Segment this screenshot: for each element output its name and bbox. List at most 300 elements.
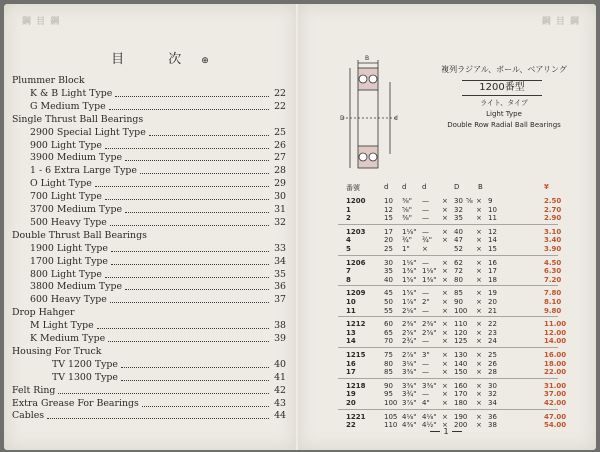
toc-entry [12, 87, 286, 100]
table-cell: 2⅝" [422, 328, 437, 337]
toc-leader-dots [47, 417, 269, 419]
table-cell: 70 [384, 337, 393, 346]
toc-entry-label: O Light Type [30, 178, 92, 190]
table-cell: × [442, 227, 448, 236]
table-cell: — [422, 359, 429, 368]
table-cell: 62 [454, 258, 463, 267]
table-cell: 17 [384, 227, 393, 236]
toc-leader-dots [105, 147, 269, 149]
table-cell: 19 [488, 289, 497, 298]
table-cell: — [422, 214, 429, 223]
diagram-label-D: D [340, 115, 345, 122]
table-cell: 1⅝" [402, 289, 417, 298]
table-cell: 52 [454, 245, 463, 253]
toc-entry [12, 345, 286, 358]
table-cell: 2" [422, 298, 430, 306]
table-cell: 18 [488, 275, 497, 284]
toc-leader-dots [125, 211, 269, 213]
group-divider [338, 255, 558, 256]
table-cell: × [442, 421, 448, 430]
col-header-D: D [454, 183, 460, 191]
part-number-cell: 1221 [346, 412, 366, 421]
toc-entry-label: 1700 Light Type [30, 255, 108, 267]
table-cell: 80 [454, 275, 463, 284]
table-cell: 3⅜" [402, 368, 417, 377]
toc-entry-label: G Medium Type [30, 100, 106, 112]
table-cell: 3⅛" [402, 359, 417, 368]
table-cell: × [476, 205, 482, 214]
table-cell: × [476, 421, 482, 430]
table-cell: × [442, 381, 448, 390]
part-number-cell: 11 [346, 306, 356, 315]
part-number-cell: 14 [346, 337, 356, 346]
toc-entry-label: K Medium Type [30, 333, 106, 344]
toc-entry [12, 371, 286, 384]
toc-entry [12, 203, 286, 216]
toc-title-text: 目 次 [111, 52, 202, 67]
table-cell: 25 [384, 245, 393, 253]
toc-entry-label: Plummer Block [12, 75, 85, 86]
table-cell: 160 [454, 381, 468, 390]
en-type-label: Light Type [486, 110, 522, 118]
part-number-cell: 5 [346, 245, 351, 253]
toc-entry-page: 43 [274, 397, 286, 409]
table-cell: × [476, 227, 482, 236]
table-cell: 2⅞" [402, 351, 417, 359]
toc-leader-dots [125, 288, 269, 290]
table-cell: — [422, 289, 429, 298]
toc-leader-dots [149, 134, 269, 136]
price-cell: 47.00 [544, 412, 567, 421]
toc-entry-page: 38 [274, 320, 286, 332]
price-cell: 37.00 [544, 390, 567, 399]
toc-entry [12, 139, 286, 152]
toc-entry [12, 332, 286, 345]
toc-entry-label: 3900 Medium Type [30, 152, 122, 164]
table-cell: 80 [384, 359, 393, 368]
toc-entry-page: 33 [274, 242, 286, 254]
table-cell: 10 [384, 197, 393, 205]
toc-leader-dots [121, 366, 269, 368]
table-cell: 12 [384, 205, 393, 214]
table-cell: 100 [454, 306, 468, 315]
price-cell: 3.90 [544, 245, 562, 253]
toc-leader-dots [95, 185, 269, 187]
table-cell: 32 [488, 390, 497, 399]
table-cell: × [442, 328, 448, 337]
table-cell: 28 [488, 368, 497, 377]
table-cell: 170 [454, 390, 468, 399]
table-cell: 20 [488, 298, 497, 306]
part-number-cell: 19 [346, 390, 356, 399]
toc-entry-page: 27 [274, 152, 286, 164]
table-cell: 1⅞" [402, 298, 417, 306]
price-cell: 54.00 [544, 421, 567, 430]
table-cell: — [422, 337, 429, 346]
toc-entry-page: 36 [274, 281, 286, 293]
table-cell: × [442, 205, 448, 214]
part-number-cell: 13 [346, 328, 356, 337]
right-page [298, 4, 596, 450]
table-cell: 110 [454, 320, 468, 329]
table-cell: × [476, 258, 482, 267]
toc-entry-label: 800 Light Type [30, 268, 102, 280]
toc-entry-label: 900 Light Type [30, 139, 102, 151]
table-cell: 12 [488, 227, 497, 236]
part-number-cell: 10 [346, 298, 356, 306]
price-cell: 14.00 [544, 337, 567, 346]
table-cell: × [476, 399, 482, 407]
toc-entry-label: K & B Light Type [30, 87, 113, 99]
table-cell: × [442, 390, 448, 399]
toc-entry [12, 100, 286, 113]
table-cell: ⅝" [402, 205, 413, 214]
toc-leader-dots [58, 392, 269, 394]
diagram-label-d: d [394, 115, 398, 122]
toc-entry [12, 164, 286, 177]
toc-entry-page: 35 [274, 268, 286, 280]
price-cell: 12.00 [544, 328, 567, 337]
table-cell: 105 [384, 412, 398, 421]
table-cell: 50 [384, 298, 393, 306]
price-cell: 2.90 [544, 214, 562, 223]
table-cell: — [422, 390, 429, 399]
table-cell: 4⅜" [402, 421, 417, 430]
toc-leader-dots [110, 224, 269, 226]
group-divider [338, 378, 558, 379]
toc-leader-dots [110, 301, 269, 303]
table-cell: 9 [488, 197, 493, 205]
table-cell: 40 [454, 227, 463, 236]
toc-leader-dots [125, 159, 269, 161]
table-cell: × [442, 368, 448, 377]
table-cell: 22 [488, 320, 497, 329]
table-cell: 95 [384, 390, 393, 399]
header-mark: 鋼 目 鋼 [22, 17, 61, 27]
toc-entry [12, 293, 286, 306]
table-cell: × [422, 245, 428, 253]
toc-entry [12, 126, 286, 139]
col-header-d-mm: d [384, 183, 389, 191]
part-number-cell: 1215 [346, 351, 366, 359]
toc-entry [12, 151, 286, 164]
table-cell: — [422, 368, 429, 377]
price-cell: 8.10 [544, 298, 562, 306]
toc-entry-page: 41 [274, 371, 286, 383]
price-cell: 2.70 [544, 205, 562, 214]
table-cell: × [476, 381, 482, 390]
toc-entry [12, 74, 286, 87]
page-number: 1 [426, 427, 466, 436]
table-cell: × [442, 306, 448, 315]
toc-leader-dots [108, 340, 269, 342]
table-cell: 4½" [422, 421, 437, 430]
toc-title-suffix: ⊕ [201, 56, 209, 66]
toc-entry [12, 190, 286, 203]
table-cell: 90 [384, 381, 393, 390]
table-cell: 4⅛" [402, 412, 417, 421]
toc-entry-page: 39 [274, 333, 286, 344]
toc-entry-label: 1900 Light Type [30, 242, 108, 254]
table-cell: 15 [384, 214, 393, 223]
table-cell: 1⅛" [402, 258, 417, 267]
part-number-cell: 1218 [346, 381, 366, 390]
group-divider [338, 224, 558, 225]
toc-entry [12, 358, 286, 371]
toc-entry [12, 255, 286, 268]
col-header-d-alt: d [422, 183, 427, 191]
table-cell: 3⅜" [422, 381, 437, 390]
table-cell: × [476, 245, 482, 253]
toc-leader-dots [121, 379, 269, 381]
table-cell: 45 [384, 289, 393, 298]
table-cell: 36 [488, 412, 497, 421]
toc-entry-label: 500 Heavy Type [30, 216, 107, 228]
toc-leader-dots [97, 327, 269, 329]
table-cell: 26 [488, 359, 497, 368]
table-cell: × [476, 368, 482, 377]
toc-entry [12, 280, 286, 293]
toc-entry [12, 177, 286, 190]
toc-entry-page: 42 [274, 384, 286, 396]
table-cell: × [476, 337, 482, 346]
toc-entry [12, 319, 286, 332]
table-cell: 90 [454, 298, 463, 306]
part-number-cell: 1 [346, 205, 351, 214]
table-cell: 34 [488, 399, 497, 407]
toc-entry-label: 1 - 6 Extra Large Type [30, 165, 137, 177]
table-cell: × [476, 359, 482, 368]
table-cell: 2⅛" [402, 306, 417, 315]
toc-entry-page: 22 [274, 100, 286, 112]
table-cell: × [442, 258, 448, 267]
table-cell: 30 [454, 197, 463, 205]
toc-entry-label: Felt Ring [12, 384, 56, 396]
diagram-label-b: B [365, 55, 370, 62]
toc-entry-page: 22 [274, 87, 286, 99]
toc-entry-page: 29 [274, 178, 286, 190]
table-cell: × [476, 236, 482, 245]
toc-leader-dots [111, 250, 269, 252]
toc-title [100, 48, 220, 67]
table-cell: 1⅜" [422, 275, 437, 284]
toc-entry-label: Double Thrust Ball Bearings [12, 229, 147, 241]
price-cell: 11.00 [544, 320, 567, 329]
price-cell: 3.10 [544, 227, 562, 236]
table-cell: 21 [488, 306, 497, 315]
table-cell: × [476, 289, 482, 298]
table-cell: 23 [488, 328, 497, 337]
table-cell: ⅜" [402, 214, 413, 223]
toc-entry-label: Drop Hahger [12, 307, 75, 319]
toc-entry-page: 25 [274, 126, 286, 138]
table-cell: 40 [384, 275, 393, 284]
table-cell: 35 [384, 267, 393, 276]
table-cell: 1" [402, 245, 410, 253]
part-number-cell: 4 [346, 236, 351, 245]
price-cell: 3.40 [544, 236, 562, 245]
table-cell: 15 [488, 245, 497, 253]
toc-entry-page: 44 [274, 410, 286, 422]
part-number-cell: 22 [346, 421, 356, 430]
table-cell: 60 [384, 320, 393, 329]
table-cell: 2⅝" [402, 328, 417, 337]
table-cell: — [422, 306, 429, 315]
group-divider [338, 347, 558, 348]
group-divider [338, 409, 558, 410]
table-cell: ⅝ [466, 197, 473, 205]
table-cell: × [442, 351, 448, 359]
part-number-cell: 1212 [346, 320, 366, 329]
price-cell: 9.80 [544, 306, 562, 315]
part-number-cell: 1206 [346, 258, 366, 267]
part-number-cell: 8 [346, 275, 351, 284]
toc-entry [12, 242, 286, 255]
price-cell: 4.50 [544, 258, 562, 267]
toc-entry-page: 32 [274, 216, 286, 228]
table-cell: 100 [384, 399, 398, 407]
table-cell: 4" [422, 399, 430, 407]
toc-entry-page: 31 [274, 204, 286, 215]
table-cell: × [442, 359, 448, 368]
part-number-cell: 2 [346, 214, 351, 223]
table-cell: 130 [454, 351, 468, 359]
toc-entry [12, 306, 286, 319]
table-cell: 85 [454, 289, 463, 298]
toc-entry [12, 384, 286, 397]
part-number-cell: 1209 [346, 289, 366, 298]
table-cell: × [442, 214, 448, 223]
table-cell: 150 [454, 368, 468, 377]
table-cell: 11 [488, 214, 497, 223]
toc-leader-dots [111, 263, 269, 265]
table-cell: 24 [488, 337, 497, 346]
group-divider [338, 285, 558, 286]
jp-type-label: ライト、タイプ [480, 99, 528, 107]
part-number-cell: 7 [346, 267, 351, 276]
table-cell: × [442, 197, 448, 205]
toc-entry-label: Extra Grease For Bearings [12, 397, 139, 409]
table-cell: × [442, 275, 448, 284]
header-mark-right: 鋼 目 鋼 [541, 17, 580, 27]
col-header-d-inch: d [402, 183, 407, 191]
table-cell: × [476, 267, 482, 276]
toc-entry-label: TV 1300 Type [52, 371, 118, 383]
table-cell: × [442, 399, 448, 407]
table-cell: × [442, 267, 448, 276]
price-cell: 6.30 [544, 267, 562, 276]
toc-entry [12, 268, 286, 281]
toc-entry-label: 700 Light Type [30, 191, 102, 203]
table-cell: 3¾" [402, 390, 417, 399]
toc-entry [12, 409, 286, 422]
table-cell: 140 [454, 359, 468, 368]
part-number-cell: 16 [346, 359, 356, 368]
table-cell: 10 [488, 205, 497, 214]
table-cell: 75 [384, 351, 393, 359]
table-cell: 1⅛" [402, 227, 417, 236]
toc-entry-page: 28 [274, 165, 286, 177]
table-cell: × [476, 351, 482, 359]
part-number-cell: 1200 [346, 197, 366, 205]
price-cell: 22.00 [544, 368, 567, 377]
toc-entry-page: 26 [274, 139, 286, 151]
model-series: 1200番型 [462, 80, 542, 96]
table-cell: × [442, 412, 448, 421]
table-cell: × [476, 214, 482, 223]
table-cell: — [422, 258, 429, 267]
part-number-cell: 17 [346, 368, 356, 377]
toc-entry [12, 229, 286, 242]
toc-entry-label: Housing For Truck [12, 345, 102, 357]
table-cell: 190 [454, 412, 468, 421]
table-cell: 120 [454, 328, 468, 337]
price-cell: 31.00 [544, 381, 567, 390]
toc-leader-dots [105, 276, 269, 278]
table-cell: — [422, 205, 429, 214]
table-cell: × [476, 197, 482, 205]
table-cell: 2¾" [402, 337, 417, 346]
table-cell: 30 [488, 381, 497, 390]
table-cell: 125 [454, 337, 468, 346]
table-cell: ¾" [422, 236, 433, 245]
table-cell: × [476, 412, 482, 421]
toc-entry [12, 216, 286, 229]
table-cell: 30 [384, 258, 393, 267]
table-cell: 3⅜" [402, 381, 417, 390]
group-divider [338, 316, 558, 317]
table-cell: × [476, 275, 482, 284]
table-cell: 65 [384, 328, 393, 337]
price-cell: 42.00 [544, 399, 567, 407]
toc-leader-dots [140, 172, 269, 174]
table-cell: × [442, 337, 448, 346]
table-cell: 35 [454, 214, 463, 223]
col-header-price: ¥ [544, 183, 549, 191]
table-cell: 4⅛" [422, 412, 437, 421]
table-cell: 3⅞" [402, 399, 417, 407]
table-cell: 200 [454, 421, 468, 430]
toc-leader-dots [109, 108, 269, 110]
en-description: Double Row Radial Ball Bearings [447, 121, 561, 129]
table-cell: ⅜" [402, 197, 413, 205]
table-cell: × [476, 298, 482, 306]
price-cell: 2.50 [544, 197, 562, 205]
toc-entry-page: 30 [274, 191, 286, 203]
table-cell: 32 [454, 205, 463, 214]
price-cell: 7.80 [544, 289, 562, 298]
table-cell: 85 [384, 368, 393, 377]
toc-leader-dots [115, 95, 269, 97]
table-cell: — [422, 197, 429, 205]
table-cell: 25 [488, 351, 497, 359]
table-cell: × [442, 320, 448, 329]
col-header-B: B [478, 183, 483, 191]
price-cell: 7.20 [544, 275, 562, 284]
table-cell: 180 [454, 399, 468, 407]
toc-entry-page: 37 [274, 294, 286, 306]
table-cell: 1⅝" [402, 275, 417, 284]
table-cell: 2⅜" [402, 320, 417, 329]
table-cell: 17 [488, 267, 497, 276]
toc-leader-dots [105, 198, 269, 200]
toc-entry [12, 113, 286, 126]
toc-entry-label: Single Thrust Ball Bearings [12, 113, 144, 125]
table-cell: 47 [454, 236, 463, 245]
jp-product-title: 複列ラジアル、ボール、ベアリング [441, 65, 567, 74]
toc-entry-label: TV 1200 Type [52, 358, 118, 370]
table-cell: × [476, 320, 482, 329]
